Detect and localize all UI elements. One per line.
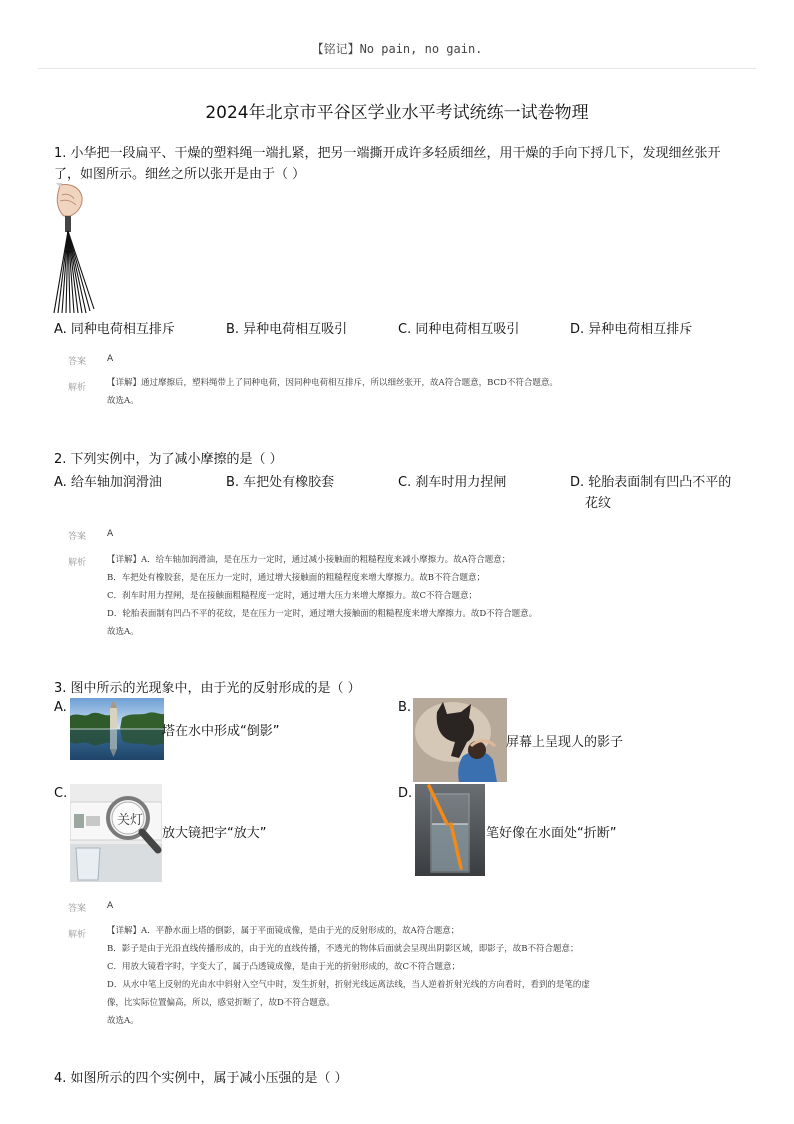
q1-analysis — [107, 374, 558, 410]
q1-answer-value: A — [107, 354, 114, 364]
q3-option-d-letter: D. — [398, 786, 413, 801]
q2-analysis-line: 故选A。 — [107, 627, 139, 637]
q3-analysis-line: B．影子是由于光沿直线传播形成的，由于光的直线传播，不透光的物体后面就会呈现出阴影区域，即影子，故B不符合题意； — [107, 944, 579, 954]
q3-option-b-caption: 屏幕上呈现人的影子 — [506, 735, 624, 750]
q3-option-a-letter: A. — [54, 700, 67, 715]
q2-option-a: A. 给车轴加润滑油 — [54, 475, 162, 490]
q2-analysis-line: C．刹车时用力捏闸，是在接触面粗糙程度一定时，通过增大压力来增大摩擦力。故C不符合题意； — [107, 591, 478, 601]
q2-answer-value: A — [107, 529, 114, 539]
q2-option-c: C. 刹车时用力捏闸 — [398, 475, 507, 490]
q3-analysis-line: D．从水中笔上反射的光由水中斜射入空气中时，发生折射，折射光线远离法线，当人逆着折射光线的方向看时，看到的是笔的虚 — [107, 980, 590, 990]
header-motto: 【铭记】No pain, no gain. — [311, 42, 483, 56]
magnifier-text: 关灯 — [117, 813, 144, 828]
q3-option-a-caption: 塔在水中形成“倒影” — [162, 724, 280, 739]
q3-analysis-line: 【详解】A．平静水面上塔的倒影，属于平面镜成像，是由于光的反射形成的，故A符合题意； — [107, 926, 460, 936]
tower-reflection-photo — [70, 698, 164, 760]
q1-analysis-line: 【详解】通过摩擦后，塑料绳带上了同种电荷，因同种电荷相互排斥，所以细丝张开，故A符合题意，BCD不符合题意。 — [107, 378, 558, 388]
q1-analysis-label: 解析 — [68, 383, 87, 393]
q2-analysis — [107, 551, 537, 641]
q1-option-b: B. 异种电荷相互吸引 — [226, 322, 348, 337]
q1-stem-line2: 了，如图所示。细丝之所以张开是由于（ ） — [54, 167, 306, 182]
magnifier-photo — [70, 784, 162, 882]
hand-shadow-photo — [413, 698, 507, 782]
q2-analysis-line: B．车把处有橡胶套，是在压力一定时，通过增大接触面的粗糙程度来增大摩擦力。故B不符合题意； — [107, 573, 485, 583]
header-divider — [38, 68, 756, 69]
q1-answer-label: 答案 — [68, 357, 87, 367]
q3-answer-value: A — [107, 901, 114, 911]
q3-option-b-letter: B. — [398, 700, 412, 715]
q1-option-a: A. 同种电荷相互排斥 — [54, 322, 175, 337]
q3-option-d-caption: 笔好像在水面处“折断” — [486, 826, 617, 841]
q2-stem: 2. 下列实例中，为了减小摩擦的是（ ） — [54, 452, 283, 467]
q1-analysis-line: 故选A。 — [107, 396, 139, 406]
q1-stem-line1: 1. 小华把一段扁平、干燥的塑料绳一端扎紧，把另一端撕开成许多轻质细丝，用干燥的手向下捋几下，发现细丝张开 — [54, 146, 721, 161]
q3-option-c-caption: 放大镜把字“放大” — [162, 826, 267, 841]
q3-option-c-letter: C. — [54, 786, 68, 801]
q2-option-b: B. 车把处有橡胶套 — [226, 475, 335, 490]
q2-option-d-continued: 花纹 — [585, 496, 612, 511]
q2-analysis-line: 【详解】A．给车轴加润滑油，是在压力一定时，通过减小接触面的粗糙程度来减小摩擦力。故A符合题意； — [107, 555, 511, 565]
q3-answer-label: 答案 — [68, 904, 87, 914]
q3-analysis-label: 解析 — [68, 930, 87, 940]
q3-analysis-line: C．用放大镜看字时，字变大了，属于凸透镜成像，是由于光的折射形成的，故C不符合题意； — [107, 962, 461, 972]
q1-option-c: C. 同种电荷相互吸引 — [398, 322, 520, 337]
q3-analysis-line: 故选A。 — [107, 1016, 139, 1026]
q3-analysis-line: 像，比实际位置偏高，所以，感觉折断了，故D不符合题意。 — [107, 998, 335, 1008]
pencil-in-water-photo — [415, 784, 485, 876]
q1-option-d: D. 异种电荷相互排斥 — [570, 322, 693, 337]
q4-stem: 4. 如图所示的四个实例中，属于减小压强的是（ ） — [54, 1071, 348, 1086]
q2-analysis-line: D．轮胎表面制有凹凸不平的花纹，是在压力一定时，通过增大接触面的粗糙程度来增大摩擦力。故D不符合题意。 — [107, 609, 538, 619]
q2-answer-label: 答案 — [68, 532, 87, 542]
page-title: 2024年北京市平谷区学业水平考试统练一试卷物理 — [205, 103, 589, 123]
q3-stem: 3. 图中所示的光现象中，由于光的反射形成的是（ ） — [54, 681, 361, 696]
q1-hand-strings-figure — [52, 183, 102, 315]
q2-analysis-label: 解析 — [68, 558, 87, 568]
q2-option-d: D. 轮胎表面制有凹凸不平的 — [570, 475, 732, 490]
q3-analysis — [107, 922, 590, 1030]
